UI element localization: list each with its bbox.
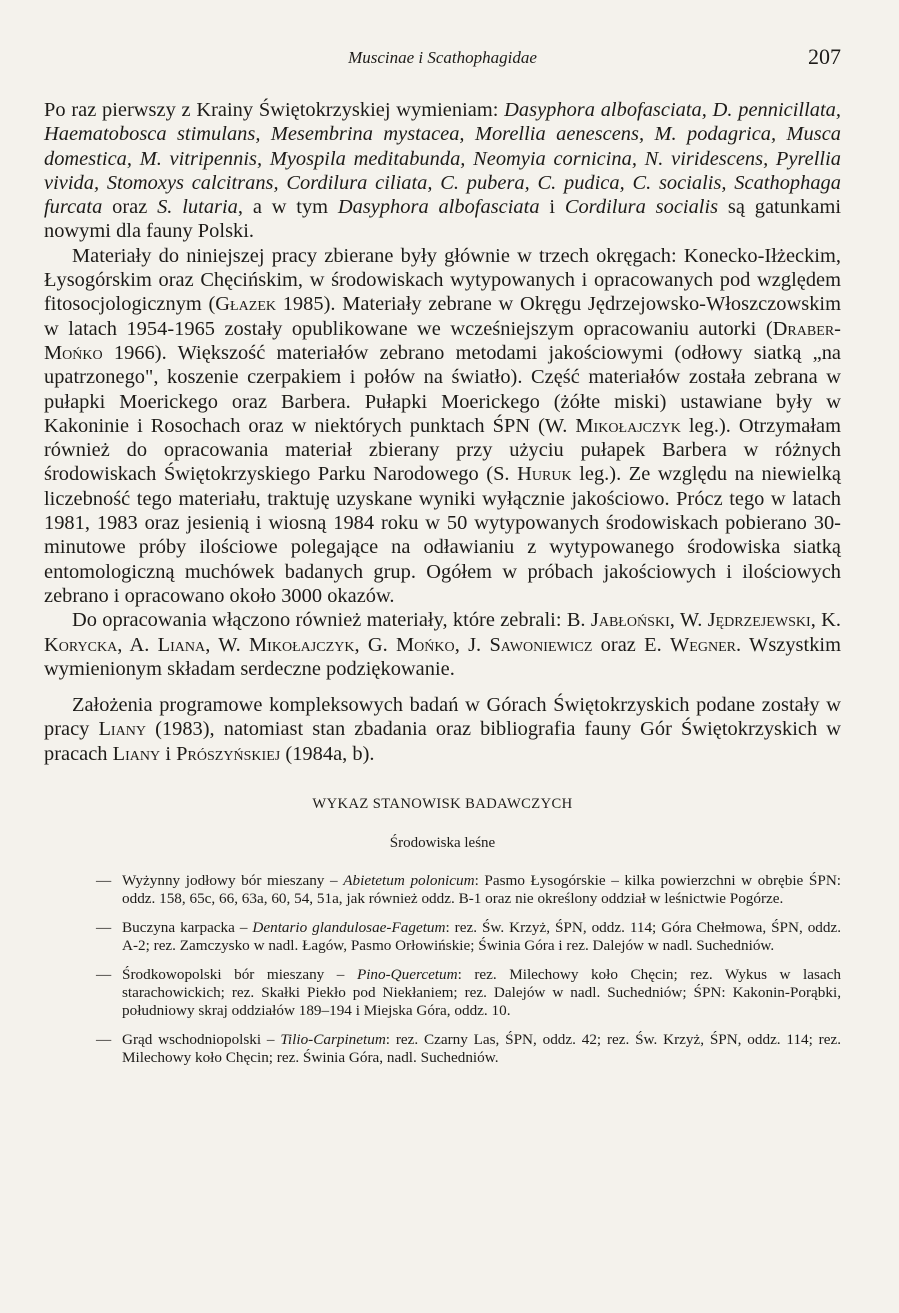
list-dash: — <box>96 872 112 890</box>
text-run: leg.). Ze względu na niewielką liczebność tego materiału, traktuję uzyskane wyniki wyłącznie jakościowo. Prócz tego w latach 1981, 1983 oraz jesienią i wiosną 1984 roku w 50 wytypowanych środowiskach pobierano 30-minutowe próby ilościowe polegające na odławianiu z wytypowanego środowiska siatką entomologiczną muchówek badanych grup. Ogółem w próbach jakościowych i ilościowych zebrano i opracowano około 3000 okazów. <box>44 463 841 607</box>
italic-term: S. lutaria <box>157 196 238 219</box>
author-name: Liany <box>98 718 147 741</box>
author-name: Mikołajczyk <box>249 633 355 656</box>
author-name: Jabłoński <box>590 609 670 632</box>
text-run: Grąd wschodniopolski – <box>122 1030 281 1048</box>
text-run: i <box>539 196 565 219</box>
text-run: są gatunkami nowymi dla fauny Polski. <box>44 196 842 243</box>
author-name: Wegner <box>670 633 737 656</box>
text-run: : Pasmo Łysogórskie – kilka powierzchni w obrębie ŚPN: oddz. 158, 65c, 66, 63a, 60, 54, 51a, jak również oddz. B-1 oraz nie określony oddział w leśnictwie Pogórze. <box>122 872 842 908</box>
site-list <box>44 872 841 1068</box>
italic-term: Dentario glandulosae-Fagetum <box>252 918 446 936</box>
italic-term: Abietetum polonicum <box>343 872 475 890</box>
text-run: Po raz pierwszy z Krainy Świętokrzyskiej wymieniam: <box>44 99 505 121</box>
text-run: 1985). Materiały zebrane w Okręgu Jędrzejowsko-Włoszczowskim w latach 1954-1965 zostały opublikowane we wcześniejszym opracowaniu autorki ( <box>44 293 841 340</box>
text-run: , J. <box>454 633 490 656</box>
text-run: : rez. Czarny Las, ŚPN, oddz. 42; rez. Św. Krzyż, ŚPN, oddz. 114; rez. Milechowy koło Chęcin; rez. Świnia Góra, nadl. Suchedniów. <box>122 1030 841 1067</box>
italic-term: Tilio-Carpinetum <box>280 1030 386 1048</box>
paragraph-gap <box>44 681 841 693</box>
italic-term: Dasyphora albofasciata, D. pennicillata, Haematobosca stimulans, Mesembrina mystacea, Morellia aenescens, M. podagrica, Musca domestica, M. vitripennis, Myospila meditabunda, Neomyia cornicina, N. viridescens, Pyrellia vivida, Stomoxys calcitrans, Cordilura ciliata, C. pubera, C. pudica, C. socialis, Scathophaga furcata <box>44 99 841 219</box>
italic-term: Cordilura socialis <box>564 196 719 219</box>
text-run: : rez. Milechowy koło Chęcin; rez. Wykus w lasach starachowickich; rez. Skałki Piekło pod Niekłaniem; rez. Dalejów w nadl. Suchedniów; ŚPN: Kakonin-Porąbki, południowy skraj oddziałów 189–194 i Miejska Góra, oddz. 10. <box>122 965 841 1020</box>
site-entry <box>44 966 841 1021</box>
text-run: Środkowopolski bór mieszany – <box>122 965 357 983</box>
text-run: leg.). Otrzymałam również do opracowania materiał zbierany przy użyciu pułapek Barbera w różnych środowiskach Świętokrzyskiego Parku Narodowego (S. <box>44 414 841 486</box>
body-paragraph <box>44 98 841 244</box>
page-number: 207 <box>808 44 841 69</box>
body-paragraph <box>44 608 841 681</box>
text-run: , K. <box>810 609 841 632</box>
text-run: Buczyna karpacka – <box>122 918 253 936</box>
article-body <box>44 98 841 1078</box>
text-run: , W. <box>669 609 708 632</box>
site-entry <box>44 872 841 909</box>
text-run: , A. <box>117 633 158 656</box>
body-paragraph <box>44 693 841 766</box>
text-run: Materiały do niniejszej pracy zbierane były głównie w trzech okręgach: Konecko-Iłżeckim, Łysogórskim oraz Chęcińskim, w środowiskach wytypowanych i opracowanych pod względem fitosocjologicznym ( <box>44 244 841 316</box>
body-paragraphs <box>44 98 841 766</box>
text-run: 1966). Większość materiałów zebrano metodami jakościowymi (odłowy siatką „na upatrzonego", koszenie czerpakiem i połów na światło). Część materiałów została zebrana w pułapki Moerickego oraz Barbera. Pułapki Moerickego (żółte miski) ustawiane były w Kakoninie i Rosochach oraz w niektórych punktach ŚPN (W. <box>44 341 841 437</box>
text-run: , G. <box>354 633 396 656</box>
author-name: Draber-Mońko <box>44 317 841 364</box>
text-run: Do opracowania włączono również materiały, które zebrali: B. <box>72 609 591 632</box>
italic-term: Dasyphora albofasciata <box>337 196 540 219</box>
text-run: i <box>160 742 177 765</box>
text-run: Wyżynny jodłowy bór mieszany – <box>122 872 344 890</box>
author-name: Liana <box>157 633 206 656</box>
subsection-title: Środowiska leśne <box>389 835 496 852</box>
author-name: Sawoniewicz <box>489 633 593 656</box>
author-name: Huruk <box>517 463 572 486</box>
text-run: (1983), natomiast stan zbadania oraz bibliografia fauny Gór Świętokrzyskich w pracach <box>44 718 841 765</box>
text-run: : rez. Św. Krzyż, ŚPN, oddz. 114; Góra Chełmowa, ŚPN, oddz. A-2; rez. Zamczysko w nadl. Łagów, Pasmo Orłowińskie; Świnia Góra i rez. Dalejów w nadl. Suchedniów. <box>122 918 842 955</box>
author-name: Mońko <box>396 633 455 656</box>
running-head <box>44 44 841 74</box>
author-name: Głazek <box>215 293 277 316</box>
author-name: Korycka <box>44 633 118 656</box>
site-entry <box>44 1031 841 1068</box>
text-run: (1984a, b). <box>280 742 375 765</box>
site-entry <box>44 919 841 956</box>
author-name: Jędrzejewski <box>707 609 811 632</box>
author-name: Liany <box>112 742 161 765</box>
list-dash: — <box>96 918 112 936</box>
body-paragraph <box>44 244 841 608</box>
author-name: Mikołajczyk <box>575 414 681 437</box>
text-run: . Wszystkim wymienionym składam serdeczne podziękowanie. <box>44 633 841 680</box>
list-dash: — <box>96 965 112 983</box>
list-dash: — <box>96 1030 112 1048</box>
text-run: , a w tym <box>237 196 338 219</box>
text-run: oraz <box>102 196 158 219</box>
italic-term: Pino-Quercetum <box>356 965 458 983</box>
text-run: Założenia programowe kompleksowych badań w Górach Świętokrzyskich podane zostały w pracy <box>44 694 841 741</box>
text-run: , W. <box>205 633 249 656</box>
section-title: WYKAZ STANOWISK BADAWCZYCH <box>312 796 573 813</box>
running-title: Muscinae i Scathophagidae <box>348 48 537 67</box>
text-run: oraz E. <box>592 633 670 656</box>
author-name: Prószyńskiej <box>176 742 281 765</box>
